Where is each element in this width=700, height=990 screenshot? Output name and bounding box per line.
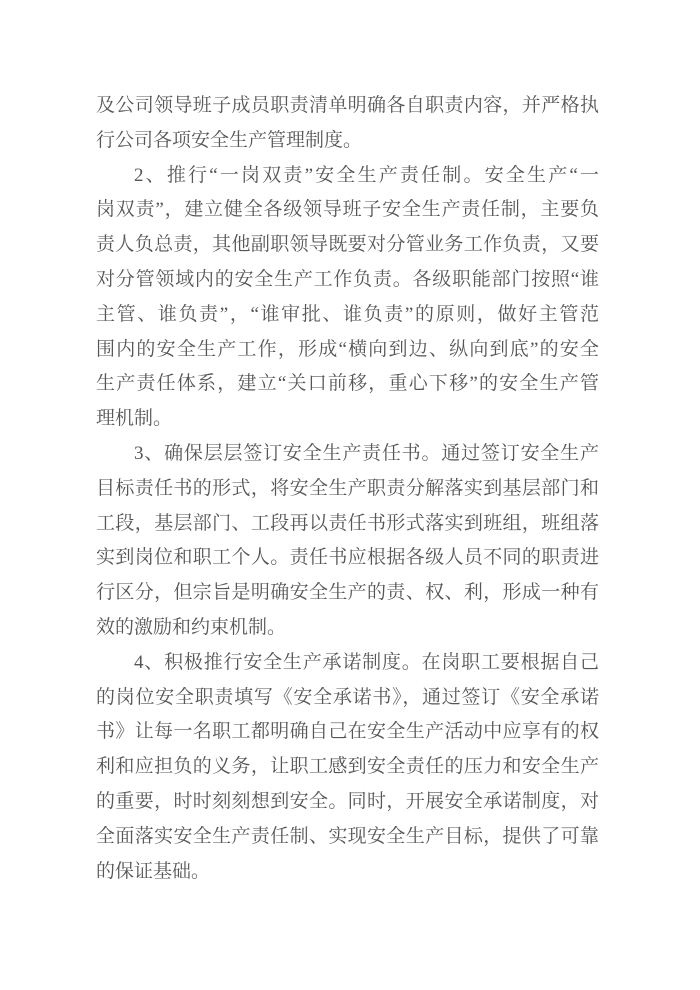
text-line: 书》让每一名职工都明确自己在安全生产活动中应享有的权 [96, 721, 599, 743]
text-line: 4、积极推行安全生产承诺制度。在岗职工要根据自己 [134, 651, 599, 673]
text-line: 效的激励和约束机制。 [96, 616, 287, 638]
text-line: 对分管领域内的安全生产工作负责。各级职能部门按照“谁 [96, 268, 599, 290]
text-line: 理机制。 [96, 408, 173, 430]
text-line: 实到岗位和职工个人。责任书应根据各级人员不同的职责进 [96, 547, 599, 569]
paragraph-3 [96, 437, 599, 646]
text-line: 围内的安全生产工作，形成“横向到边、纵向到底”的安全 [96, 338, 599, 360]
text-line: 及公司领导班子成员职责清单明确各自职责内容，并严格执 [96, 95, 599, 116]
text-line: 利和应担负的义务，让职工感到安全责任的压力和安全生产 [96, 756, 599, 778]
text-line: 生产责任体系，建立“关口前移，重心下移”的安全生产管 [96, 373, 599, 395]
text-line: 岗双责”，建立健全各级领导班子安全生产责任制，主要负 [96, 199, 599, 221]
text-line: 的岗位安全职责填写《安全承诺书》，通过签订《安全承诺 [96, 686, 599, 708]
text-line: 工段，基层部门、工段再以责任书形式落实到班组，班组落 [96, 512, 599, 534]
text-line: 主管、谁负责”，“谁审批、谁负责”的原则，做好主管范 [96, 303, 599, 325]
text-line: 责人负总责，其他副职领导既要对分管业务工作负责，又要 [96, 234, 599, 256]
text-line: 的保证基础。 [96, 860, 211, 882]
paragraph-2 [96, 159, 599, 437]
text-line: 目标责任书的形式，将安全生产职责分解落实到基层部门和 [96, 477, 599, 499]
paragraph-4 [96, 646, 599, 890]
text-line: 3、确保层层签订安全生产责任书。通过签订安全生产 [134, 442, 599, 464]
paragraph-1 [96, 89, 599, 159]
text-line: 2、推行“一岗双责”安全生产责任制。安全生产“一 [134, 164, 599, 186]
text-line: 行公司各项安全生产管理制度。 [96, 129, 363, 151]
text-block [96, 89, 599, 889]
text-line: 的重要，时时刻刻想到安全。同时，开展安全承诺制度，对 [96, 790, 599, 812]
text-line: 全面落实安全生产责任制、实现安全生产目标，提供了可靠 [96, 825, 599, 847]
text-line: 行区分，但宗旨是明确安全生产的责、权、利，形成一种有 [96, 582, 599, 604]
